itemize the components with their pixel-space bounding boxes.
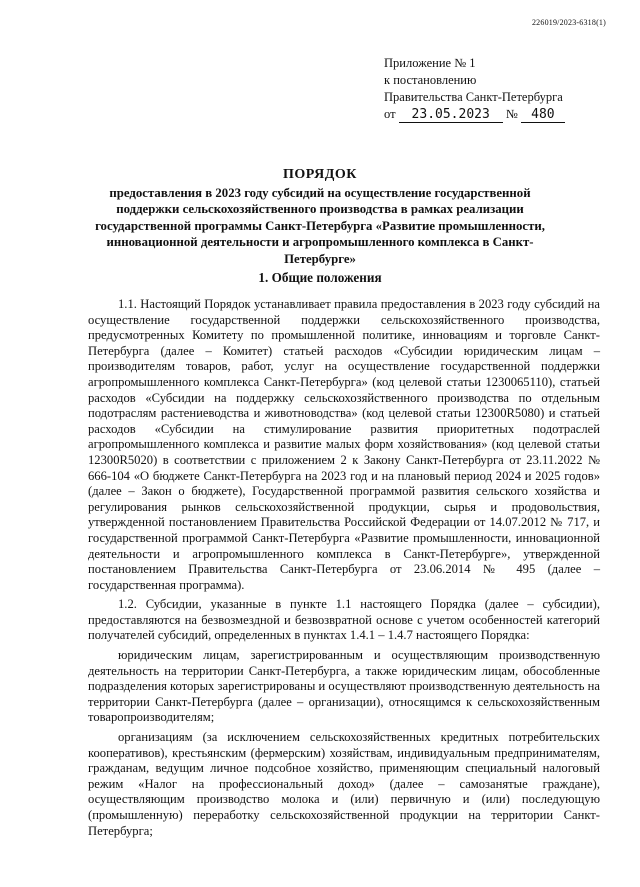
appendix-block: [384, 55, 604, 123]
paragraph-1-2: 1.2. Субсидии, указанные в пункте 1.1 настоящего Порядка (далее – субсидии), предоставляются на безвозмездной и безвозвратной основе с учетом особенностей категорий получателей субсидий, определенных в пунктах 1.4.1 – 1.4.7 настоящего Порядка:: [88, 597, 600, 643]
title-main: ПОРЯДОК: [283, 167, 357, 182]
document-body: [88, 297, 600, 839]
resolution-number: 480: [521, 108, 565, 123]
appendix-line-2: к постановлению: [384, 73, 477, 87]
paragraph-legal-entities: юридическим лицам, зарегистрированным и осуществляющим производственную деятельность на территории Санкт-Петербурга, а также юридическим лицам, обособленные подразделения которых зарегистрированы и осуществляют производственную деятельность на территории Санкт-Петербурга (далее – организации), относящимся к сельскохозяйственным товаропроизводителям;: [88, 648, 600, 725]
paragraph-1-1: 1.1. Настоящий Порядок устанавливает правила предоставления в 2023 году субсидий на осуществление государственной поддержки сельскохозяйственного производства, предусмотренных Комитету по промышленной политике, инновациям и торговле Санкт-Петербурга (далее – Комитет) статьей расходов «Субсидии юридическим лицам – производителям товаров, работ, услуг на осуществление государственной поддержки агропромышленного комплекса Санкт-Петербурга» (код целевой статьи 1230065110), статьей расходов «Субсидии на поддержку сельскохозяйственного производства по отдельным подотраслям растениеводства и животноводства» (код целевой статьи 12300R5080) и статьей расходов «Субсидии на стимулирование развития приоритетных подотраслей агропромышленного комплекса и развитие малых форм хозяйствования» (код целевой статьи 12300R5020) в соответствии с приложением 2 к Закону Санкт-Петербурга от 23.11.2022 № 666-104 «О бюджете Санкт-Петербурга на 2023 год и на плановый период 2024 и 2025 годов» (далее – Закон о бюджете), Государственной программой развития сельского хозяйства и регулирования рынков сельскохозяйственной продукции, сырья и продовольствия, утвержденной постановлением Правительства Российской Федерации от 14.07.2012 № 717, и государственной программой Санкт-Петербурга «Развитие промышленности, инновационной деятельности и агропромышленного комплекса в Санкт-Петербурге», утвержденной постановлением Правительства Санкт-Петербурга от 23.06.2014 № 495 (далее – государственная программа).: [88, 297, 600, 592]
from-label: от: [384, 107, 396, 121]
appendix-line-3: Правительства Санкт-Петербурга: [384, 90, 563, 104]
section-heading: 1. Общие положения: [258, 270, 382, 285]
appendix-line-1: Приложение № 1: [384, 56, 476, 70]
number-label: №: [505, 107, 518, 121]
title-subtitle: предоставления в 2023 году субсидий на осуществление государственной поддержки сельскохозяйственного производства в рамках реализации государственной программы Санкт-Петербурга «Развитие промышленности, инновационной деятельности и агропромышленного комплекса в Санкт-Петербурге»: [95, 185, 545, 266]
resolution-date: 23.05.2023: [399, 108, 503, 123]
document-registration-number: 226019/2023-6318(1): [531, 18, 606, 27]
document-title: [90, 167, 550, 267]
paragraph-organizations: организациям (за исключением сельскохозяйственных кредитных потребительских кооперативов), крестьянским (фермерским) хозяйствам, индивидуальным предпринимателям, гражданам, ведущим личное подсобное хозяйство, применяющим специальный налоговый режим «Налог на профессиональный доход» (далее – самозанятые граждане), осуществляющим производство молока и (или) первичную и (или) последующую (промышленную) переработку сельскохозяйственной продукции на территории Санкт-Петербурга;: [88, 730, 600, 838]
appendix-date-row: [384, 106, 604, 123]
